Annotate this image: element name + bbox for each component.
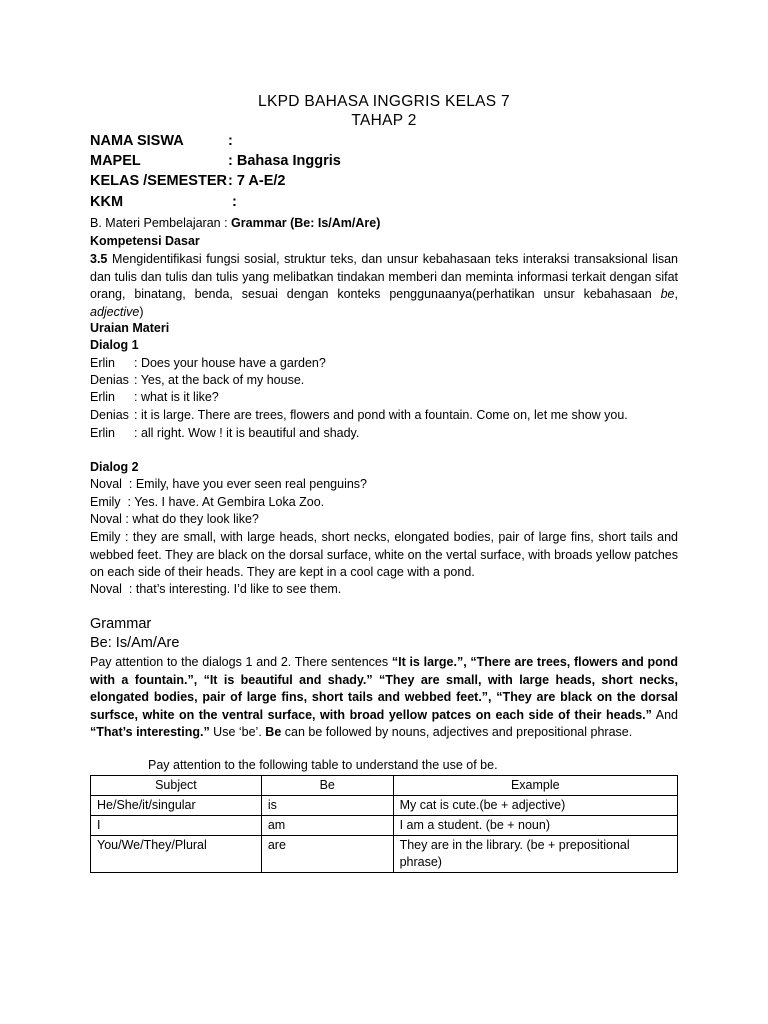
grammar-paragraph xyxy=(90,654,678,742)
student-name-label: NAMA SISWA xyxy=(90,133,184,149)
table-cell-be: am xyxy=(261,816,393,836)
dialog2-line: Emily : Yes. I have. At Gembira Loka Zoo. xyxy=(90,495,325,509)
table-cell-subject: You/We/They/Plural xyxy=(91,836,262,873)
uraian-heading: Uraian Materi xyxy=(90,321,170,335)
materi-line xyxy=(90,216,380,230)
kkm-value: : xyxy=(228,194,237,210)
subject-value: : Bahasa Inggris xyxy=(228,153,341,169)
dialog1-heading: Dialog 1 xyxy=(90,338,139,352)
dialog1-line xyxy=(90,373,304,387)
dialog2-line-long: Emily : they are small, with large heads, short necks, elongated bodies, pair of large fins, short tails and webbed feet. They are black on the dorsal surface, white on the vertal surface, with broads yellow patches on each side of their heads. They are kept in a cool cage with a pond. xyxy=(90,530,678,580)
kompetensi-sep: , xyxy=(674,287,678,302)
table-cell-example: They are in the library. (be + prepositional phrase) xyxy=(393,836,677,873)
kompetensi-heading: Kompetensi Dasar xyxy=(90,234,200,248)
table-cell-be: is xyxy=(261,796,393,816)
dialog1-speaker: Erlin xyxy=(90,390,116,404)
table-header-row xyxy=(91,776,678,796)
kompetensi-italic-adjective: adjective xyxy=(90,304,140,319)
table-cell-example: I am a student. (be + noun) xyxy=(393,816,677,836)
table-cell-subject: He/She/it/singular xyxy=(91,796,262,816)
dialog1-text: : it is large. There are trees, flowers and pond with a fountain. Come on, let me show you. xyxy=(134,408,628,422)
materi-prefix: B. Materi Pembelajaran : xyxy=(90,216,232,230)
student-name-value: : xyxy=(228,133,233,149)
table-row xyxy=(91,796,678,816)
kompetensi-close: ) xyxy=(139,304,144,319)
class-semester-value: : 7 A-E/2 xyxy=(228,173,286,189)
grammar-heading: Grammar xyxy=(90,616,152,632)
grammar-examples: “It is large.”, “There are trees, flowers and pond with a fountain.”, “It is beautiful and shady.” “They are small, with large heads, short necks, elongated bodies, pair of large fins, short tails and webbed feet.”, “They are black on the dorsal surfsce, white on the ventral surface, with broad yellow patces on each side of their heads.” xyxy=(90,655,678,722)
class-semester-label: KELAS /SEMESTER xyxy=(90,173,227,189)
table-row xyxy=(91,816,678,836)
grammar-text: can be followed by nouns, adjectives and prepositional phrase. xyxy=(281,725,633,740)
grammar-example-interesting: “That’s interesting.” xyxy=(90,725,210,740)
dialog1-text: : all right. Wow ! it is beautiful and shady. xyxy=(134,426,360,440)
table-cell-be: are xyxy=(261,836,393,873)
grammar-text: And xyxy=(651,707,678,722)
table-header-subject: Subject xyxy=(91,776,262,796)
table-header-example: Example xyxy=(393,776,677,796)
table-intro: Pay attention to the following table to understand the use of be. xyxy=(148,758,498,772)
dialog1-line xyxy=(90,426,359,440)
dialog2-line: Noval : what do they look like? xyxy=(90,512,259,526)
grammar-text: Use ‘be’. xyxy=(209,725,266,740)
dialog1-text: : what is it like? xyxy=(134,390,219,404)
dialog1-line xyxy=(90,390,219,404)
dialog1-speaker: Denias xyxy=(90,408,129,422)
dialog1-text: : Does your house have a garden? xyxy=(134,356,326,370)
dialog1-line xyxy=(90,356,326,370)
dialog1-speaker: Erlin xyxy=(90,426,116,440)
grammar-text: Pay attention to the dialogs 1 and 2. There sentences xyxy=(90,655,392,669)
grammar-subheading: Be: Is/Am/Are xyxy=(90,635,180,651)
table-cell-example: My cat is cute.(be + adjective) xyxy=(393,796,677,816)
kkm-label: KKM xyxy=(90,194,124,210)
kompetensi-italic-be: be xyxy=(660,287,675,302)
grammar-be: Be xyxy=(265,725,282,740)
materi-topic: Grammar (Be: Is/Am/Are) xyxy=(231,216,381,230)
kompetensi-number: 3.5 xyxy=(90,252,108,266)
table-row xyxy=(91,836,678,873)
be-usage-table xyxy=(90,775,678,873)
dialog2-heading: Dialog 2 xyxy=(90,460,139,474)
kompetensi-text xyxy=(90,251,678,321)
worksheet-stage: TAHAP 2 xyxy=(351,112,417,129)
dialog1-speaker: Denias xyxy=(90,373,129,387)
dialog1-speaker: Erlin xyxy=(90,356,116,370)
table-cell-subject: I xyxy=(91,816,262,836)
worksheet-title: LKPD BAHASA INGGRIS KELAS 7 xyxy=(258,93,510,110)
dialog2-line: Noval : that’s interesting. I’d like to see them. xyxy=(90,582,342,596)
dialog1-text: : Yes, at the back of my house. xyxy=(134,373,305,387)
table-header-be: Be xyxy=(261,776,393,796)
kompetensi-main: Mengidentifikasi fungsi sosial, struktur teks, dan unsur kebahasaan teks interaksi transaksional lisan dan tulis dan tulis dan tulis yang melibatkan tindakan memberi dan meminta informasi terkait dengan sifat orang, binatang, benda, sesuai dengan konteks penggunaanya(perhatikan unsur kebahasaan xyxy=(90,252,678,302)
dialog1-line xyxy=(90,408,628,422)
subject-label: MAPEL xyxy=(90,153,141,169)
dialog2-line: Noval : Emily, have you ever seen real penguins? xyxy=(90,477,368,491)
